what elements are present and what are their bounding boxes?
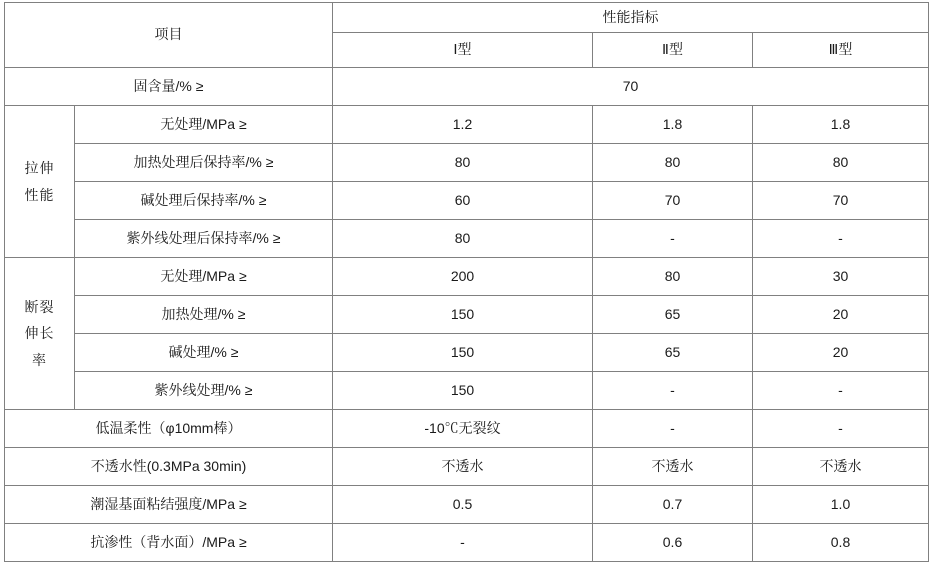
- table-row: [5, 334, 929, 372]
- table-row: [5, 410, 929, 448]
- header-type-3: Ⅲ型: [753, 33, 929, 68]
- cell-value: -10℃无裂纹: [333, 410, 593, 448]
- row-label-wet-bond-strength: 潮湿基面粘结强度/MPa ≥: [5, 486, 333, 524]
- header-performance: 性能指标: [333, 3, 929, 33]
- row-label-tensile-untreated: 无处理/MPa ≥: [75, 106, 333, 144]
- row-label-solid-content: 固含量/% ≥: [5, 68, 333, 106]
- table-row: [5, 144, 929, 182]
- cell-value: 150: [333, 372, 593, 410]
- cell-value: 60: [333, 182, 593, 220]
- table-row: [5, 524, 929, 562]
- cell-value: 1.2: [333, 106, 593, 144]
- row-label-tensile-alkali: 碱处理后保持率/% ≥: [75, 182, 333, 220]
- row-label-impermeability: 不透水性(0.3MPa 30min): [5, 448, 333, 486]
- cell-value: 30: [753, 258, 929, 296]
- row-label-tensile-heat: 加热处理后保持率/% ≥: [75, 144, 333, 182]
- cell-value: 1.8: [753, 106, 929, 144]
- row-value-solid-content: 70: [333, 68, 929, 106]
- row-label-elong-heat: 加热处理/% ≥: [75, 296, 333, 334]
- cell-value: -: [593, 410, 753, 448]
- cell-value: 0.6: [593, 524, 753, 562]
- row-group-tensile: 拉伸 性能: [5, 106, 75, 258]
- cell-value: 80: [593, 258, 753, 296]
- cell-value: 80: [753, 144, 929, 182]
- table-row: [5, 68, 929, 106]
- table-row: [5, 372, 929, 410]
- performance-spec-table: [4, 2, 929, 562]
- cell-value: -: [753, 410, 929, 448]
- cell-value: -: [593, 220, 753, 258]
- row-label-elong-untreated: 无处理/MPa ≥: [75, 258, 333, 296]
- row-label-seepage-resistance: 抗渗性（背水面）/MPa ≥: [5, 524, 333, 562]
- header-type-2: Ⅱ型: [593, 33, 753, 68]
- cell-value: 70: [593, 182, 753, 220]
- cell-value: 0.8: [753, 524, 929, 562]
- cell-value: 150: [333, 296, 593, 334]
- cell-value: 不透水: [333, 448, 593, 486]
- cell-value: -: [753, 220, 929, 258]
- row-group-elongation: 断裂 伸长 率: [5, 258, 75, 410]
- row-label-tensile-uv: 紫外线处理后保持率/% ≥: [75, 220, 333, 258]
- cell-value: 1.8: [593, 106, 753, 144]
- cell-value: 不透水: [753, 448, 929, 486]
- table-row: [5, 258, 929, 296]
- cell-value: 1.0: [753, 486, 929, 524]
- cell-value: -: [753, 372, 929, 410]
- cell-value: 20: [753, 296, 929, 334]
- table-header-row-1: [5, 3, 929, 33]
- cell-value: 65: [593, 334, 753, 372]
- table-row: [5, 296, 929, 334]
- cell-value: 70: [753, 182, 929, 220]
- cell-value: 0.5: [333, 486, 593, 524]
- cell-value: 不透水: [593, 448, 753, 486]
- cell-value: 80: [593, 144, 753, 182]
- table-row: [5, 448, 929, 486]
- cell-value: -: [333, 524, 593, 562]
- cell-value: 65: [593, 296, 753, 334]
- header-item: 项目: [5, 3, 333, 68]
- table-row: [5, 182, 929, 220]
- cell-value: 200: [333, 258, 593, 296]
- table-row: [5, 486, 929, 524]
- row-label-low-temp-flex: 低温柔性（φ10mm棒）: [5, 410, 333, 448]
- cell-value: 150: [333, 334, 593, 372]
- row-label-elong-alkali: 碱处理/% ≥: [75, 334, 333, 372]
- cell-value: 0.7: [593, 486, 753, 524]
- cell-value: 80: [333, 220, 593, 258]
- header-type-1: Ⅰ型: [333, 33, 593, 68]
- table-row: [5, 220, 929, 258]
- cell-value: 80: [333, 144, 593, 182]
- table-row: [5, 106, 929, 144]
- row-label-elong-uv: 紫外线处理/% ≥: [75, 372, 333, 410]
- cell-value: -: [593, 372, 753, 410]
- cell-value: 20: [753, 334, 929, 372]
